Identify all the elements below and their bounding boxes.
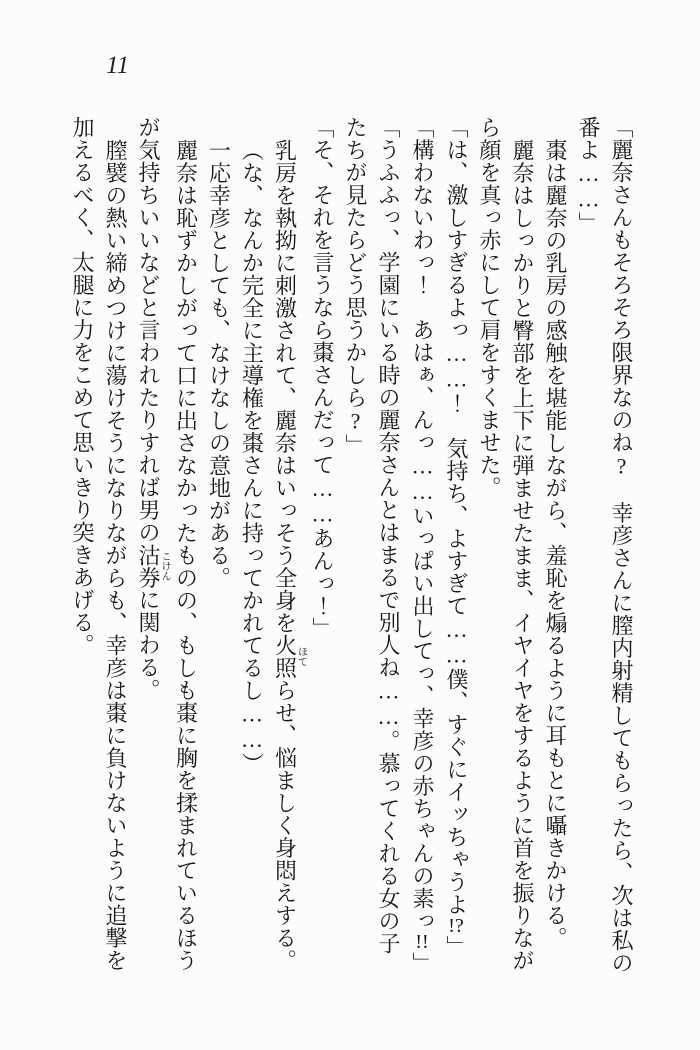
page-number: 11 bbox=[106, 52, 130, 79]
tate-chu-yoko: !? bbox=[448, 915, 464, 936]
text-column-12: （な、なんか完全に主導権を棗さんに持ってかれてるし……） bbox=[239, 139, 265, 775]
text-column-10: 「そ、それを言うなら棗さんだって……あんっ！」 bbox=[310, 116, 335, 640]
dialogue-close: 」 bbox=[444, 935, 469, 958]
text-column-15 bbox=[132, 116, 170, 974]
text-column-14: 麗奈は恥ずかしがって口に出さなかったものの、もしも棗に胸を揉まれているほう bbox=[173, 139, 199, 972]
narrative-text: が気持ちいいなどと言われたりすれば男の bbox=[136, 116, 161, 544]
narrative-text: らせ、悩ましく身悶えする。 bbox=[272, 679, 298, 972]
text-column-16: 膣襞の熱い締めつけに蕩けそうになりながらも、幸彦は棗に負けないように追撃を bbox=[103, 139, 128, 972]
furigana-koken bbox=[136, 543, 170, 589]
ruby-base: 沽券 bbox=[136, 543, 161, 589]
text-column-3: 棗は麗奈の乳房の感触を堪能しながら、羞恥を煽るように耳もとに囁きかける。 bbox=[543, 139, 568, 949]
text-column-1: 「麗奈さんもそろそろ限界なのね? 幸彦さんに膣内射精してもらったら、次は私の bbox=[609, 116, 634, 974]
narrative-text: 乳房を執拗に刺激されて、麗奈はいっそう全身を bbox=[272, 139, 298, 634]
ruby-text: ほて bbox=[295, 634, 307, 679]
text-column-17: 加えるべく、太腿に力をこめて思いきり突きあげる。 bbox=[70, 116, 95, 656]
ruby-base: 火照 bbox=[272, 634, 298, 679]
text-column-5: ら顔を真っ赤にして肩をすくませた。 bbox=[477, 116, 502, 499]
furigana-hote bbox=[272, 634, 307, 679]
text-column-9: たちが見たらどう思うかしら?」 bbox=[343, 116, 368, 457]
text-column-7 bbox=[405, 116, 439, 974]
text-column-8: 「うふふっ、学園にいる時の麗奈さんとはまるで別人ね……。慕ってくれる女の子 bbox=[376, 116, 401, 955]
text-column-4: 麗奈はしっかりと臀部を上下に弾ませたまま、イヤイヤをするように首を振りなが bbox=[510, 139, 535, 972]
tate-chu-yoko: !! bbox=[415, 932, 429, 952]
vertical-text-block bbox=[66, 116, 638, 974]
dialogue-text: 「構わないわっ！ あはぁ、んっ……いっぱい出してっ、幸彦の赤ちゃんの素っ bbox=[410, 116, 435, 932]
text-column-11 bbox=[269, 116, 307, 974]
text-column-2: 番よ……」 bbox=[576, 116, 601, 235]
ruby-text: こけん bbox=[159, 543, 170, 589]
dialogue-close: 」 bbox=[410, 952, 435, 975]
narrative-text: に関わる。 bbox=[136, 588, 161, 701]
dialogue-text: 「は、激しすぎるよっ……！ 気持ち、よすぎて……僕、すぐにイッちゃうよ bbox=[444, 116, 469, 916]
text-column-6 bbox=[439, 116, 473, 974]
text-column-13: 一応幸彦としても、なけなしの意地がある。 bbox=[206, 139, 232, 589]
